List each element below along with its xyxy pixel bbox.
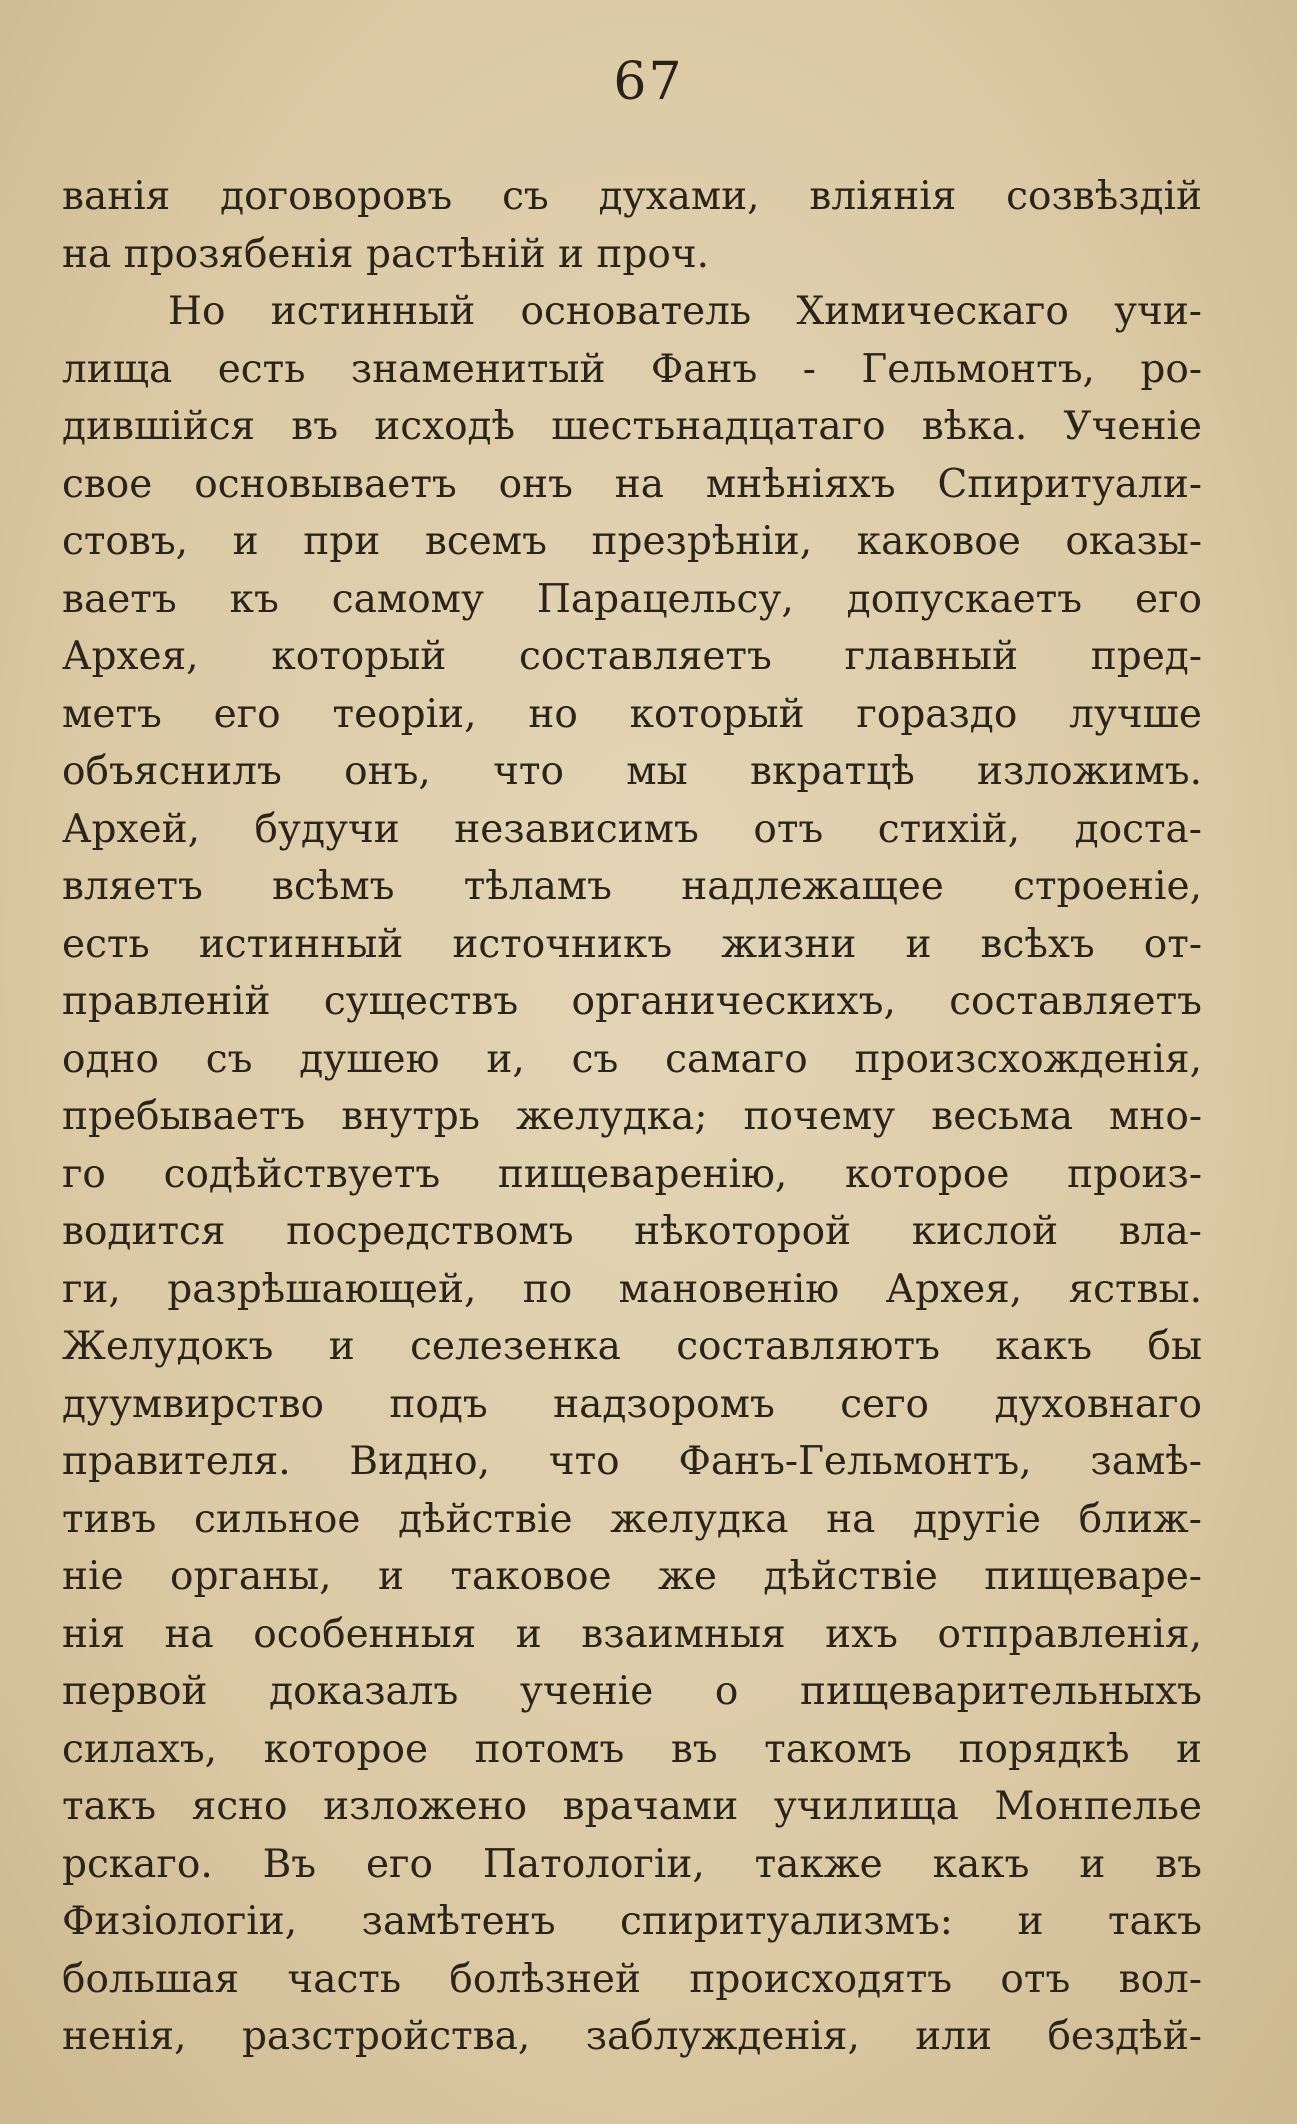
text-line: водится посредствомъ нѣкоторой кислой вла- [62,1209,1202,1254]
text-line: тивъ сильное дѣйствіе желудка на другіе ближ- [62,1496,1202,1542]
body-text [62,168,1202,2066]
text-line: на прозябенія растѣній и проч. [62,231,710,277]
text-line: ваетъ къ самому Парацельсу, допускаетъ его [62,576,1202,622]
text-line: стовъ, и при всемъ презрѣніи, каковое оказы- [62,519,1202,564]
text-line: дившійся въ исходѣ шестьнадцатаго вѣка. Ученіе [62,404,1202,449]
text-line: Физіологіи, замѣтенъ спиритуализмъ: и такъ [62,1899,1202,1944]
text-line: Желудокъ и селезенка составляютъ какъ бы [62,1324,1202,1369]
text-line: свое основываетъ онъ на мнѣніяхъ Спиритуали- [62,461,1202,507]
text-line: дуумвирство подъ надзоромъ сего духовнаго [62,1381,1202,1427]
text-line: вляетъ всѣмъ тѣламъ надлежащее строеніе, [62,864,1202,909]
text-line: Архей, будучи независимъ отъ стихій, доста- [62,806,1202,852]
text-line: объяснилъ онъ, что мы вкратцѣ изложимъ. [62,749,1202,794]
text-line: ненія, разстройства, заблужденія, или бездѣй- [62,2014,1202,2059]
text-line: одно съ душею и, съ самаго произсхожденія, [62,1036,1202,1082]
text-line: Архея, который составляетъ главный пред- [62,634,1202,679]
text-line: ванія договоровъ съ духами, вліянія созвѣздій [62,174,1202,219]
text-line: такъ ясно изложено врачами училища Монпелье [62,1784,1202,1829]
text-line: ги, разрѣшающей, по мановенію Архея, яствы. [62,1266,1202,1312]
text-line: правителя. Видно, что Фанъ-Гельмонтъ, замѣ- [62,1439,1202,1484]
text-line: пребываетъ внутрь желудка; почему весьма мно- [62,1094,1202,1139]
text-line: есть истинный источникъ жизни и всѣхъ от- [62,921,1202,967]
text-line: Но истинный основатель Химическаго учи- [168,289,1202,334]
text-line: большая часть болѣзней происходятъ отъ вол- [62,1956,1202,2002]
text-line: го содѣйствуетъ пищеваренію, которое произ- [62,1151,1202,1197]
text-line: лища есть знаменитый Фанъ - Гельмонтъ, ро- [62,346,1202,392]
text-line: силахъ, которое потомъ въ такомъ порядкѣ и [62,1726,1202,1772]
text-line: метъ его теоріи, но который гораздо лучше [62,691,1202,737]
text-line: первой доказалъ ученіе о пищеварительныхъ [62,1669,1202,1714]
text-line: рскаго. Въ его Патологіи, также какъ и въ [62,1841,1202,1887]
text-line: ніе органы, и таковое же дѣйствіе пищеваре- [62,1554,1202,1599]
text-line: нія на особенныя и взаимныя ихъ отправленія, [62,1611,1202,1657]
text-line: правленій существъ органическихъ, составляетъ [62,979,1202,1024]
page-number: 67 [613,52,684,112]
